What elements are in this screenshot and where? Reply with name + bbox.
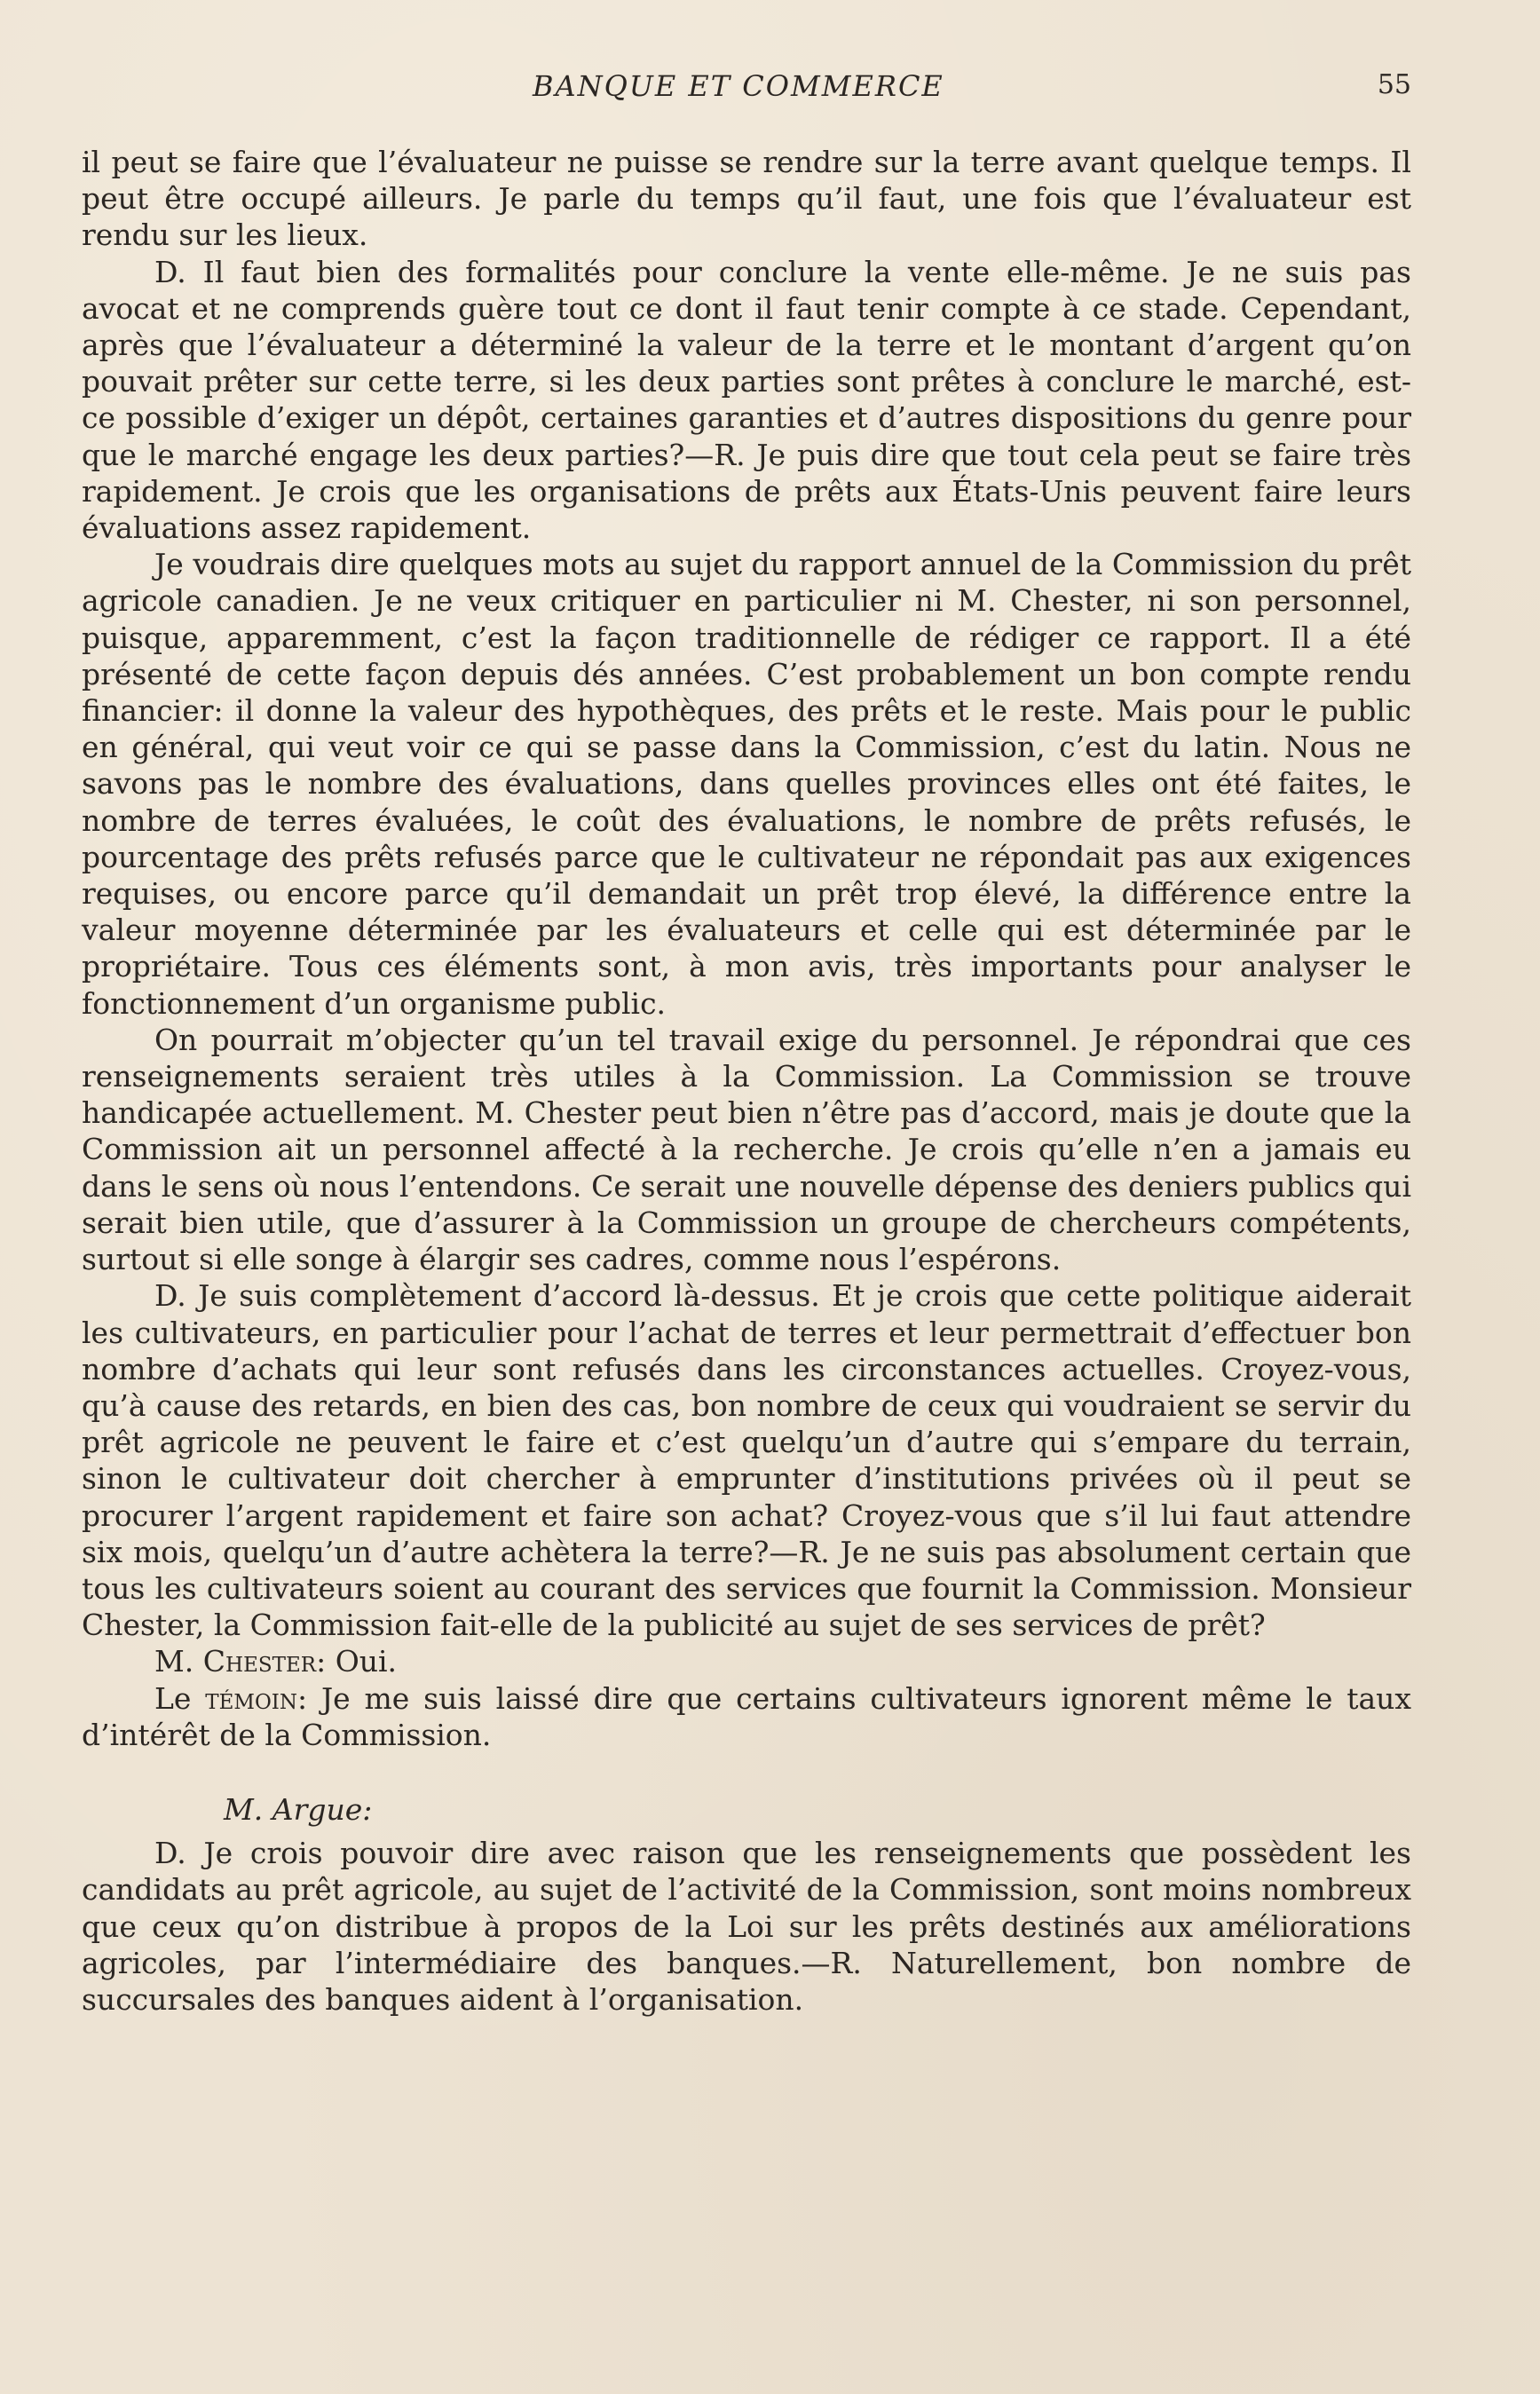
page-number: 55 — [1377, 69, 1411, 100]
witness-prefix: Le — [154, 1680, 206, 1716]
chester-reply — [82, 1643, 1411, 1679]
body-text — [82, 144, 1411, 2018]
paragraph: Je voudrais dire quelques mots au sujet du rapport annuel de la Commission du prêt agricole canadien. Je ne veux critiquer en particulier ni M. Chester, ni son personnel, puisque, apparemment, c’est la façon traditionnelle de rédiger ce rapport. Il a été présenté de cette façon depuis dés années. C’est probablement un bon compte rendu financier: il donne la valeur des hypothèques, des prêts et le reste. Mais pour le public en général, qui veut voir ce qui se passe dans la Commission, c’est du latin. Nous ne savons pas le nombre des évaluations, dans quelles provinces elles ont été faites, le nombre de terres évaluées, le coût des évaluations, le nombre de prêts refusés, le pourcentage des prêts refusés parce que le cultivateur ne répondait pas aux exigences requises, ou encore parce qu’il demandait un prêt trop élevé, la différence entre la valeur moyenne déterminée par les évaluateurs et celle qui est déterminée par le propriétaire. Tous ces éléments sont, à mon avis, très importants pour analyser le fonctionnement d’un organisme public. — [82, 547, 1411, 1021]
paragraph: On pourrait m’objecter qu’un tel travail exige du personnel. Je répondrai que ces renseignements seraient très utiles à la Commission. La Commission se trouve handicapée actuellement. M. Chester peut bien n’être pas d’accord, mais je doute que la Commission ait un personnel affecté à la recherche. Je crois qu’elle n’en a jamais eu dans le sens où nous l’entendons. Ce serait une nouvelle dépense des deniers publics qui serait bien utile, que d’assurer à la Commission un groupe de chercheurs compétents, surtout si elle songe à élargir ses cadres, comme nous l’espérons. — [82, 1022, 1411, 1277]
speaker-name: M. Chester: — [154, 1644, 327, 1679]
speaker-heading: M. Argue: — [224, 1791, 373, 1827]
page-header — [80, 69, 1411, 114]
speaker-name: témoin — [205, 1680, 298, 1716]
running-head: BANQUE ET COMMERCE — [533, 69, 944, 103]
statement-text: : Je me suis laissé dire que certains cultivateurs ignorent même le taux d’intérêt de la Commission. — [82, 1680, 1411, 1752]
reply-text: Oui. — [326, 1644, 398, 1679]
paragraph: D. Je crois pouvoir dire avec raison que les renseignements que possèdent les candidats au prêt agricole, au sujet de l’activité de la Commission, sont moins nombreux que ceux qu’on distribue à propos de la Loi sur les prêts destinés aux améliorations agricoles, par l’intermédiaire des banques.—R. Naturellement, bon nombre de succursales des banques aident à l’organisation. — [82, 1836, 1411, 2017]
paragraph: D. Je suis complètement d’accord là-dessus. Et je crois que cette politique aiderait les cultivateurs, en particulier pour l’achat de terres et leur permettrait d’effectuer bon nombre d’achats qui leur sont refusés dans les circonstances actuelles. Croyez-vous, qu’à cause des retards, en bien des cas, bon nombre de ceux qui voudraient se servir du prêt agricole ne peuvent le faire et c’est quelqu’un d’autre qui s’empare du terrain, sinon le cultivateur doit chercher à emprunter d’institutions privées où il peut se procurer l’argent rapidement et faire son achat? Croyez-vous que s’il lui faut attendre six mois, quelqu’un d’autre achètera la terre?—R. Je ne suis pas absolument certain que tous les cultivateurs soient au courant des services que fournit la Commission. Monsieur Chester, la Commission fait-elle de la publicité au sujet de ses services de prêt? — [82, 1278, 1411, 1643]
witness-statement — [82, 1680, 1411, 1753]
paragraph: D. Il faut bien des formalités pour conclure la vente elle-même. Je ne suis pas avocat et ne comprends guère tout ce dont il faut tenir compte à ce stade. Cependant, après que l’évaluateur a déterminé la valeur de la terre et le montant d’argent qu’on pouvait prêter sur cette terre, si les deux parties sont prêtes à conclure le marché, est-ce possible d’exiger un dépôt, certaines garanties et d’autres dispositions du genre pour que le marché engage les deux parties?—R. Je puis dire que tout cela peut se faire très rapidement. Je crois que les organisations de prêts aux États-Unis peuvent faire leurs évaluations assez rapidement. — [82, 254, 1411, 546]
paragraph: il peut se faire que l’évaluateur ne puisse se rendre sur la terre avant quelque temps. Il peut être occupé ailleurs. Je parle du temps qu’il faut, une fois que l’évaluateur est rendu sur les lieux. — [82, 145, 1411, 253]
